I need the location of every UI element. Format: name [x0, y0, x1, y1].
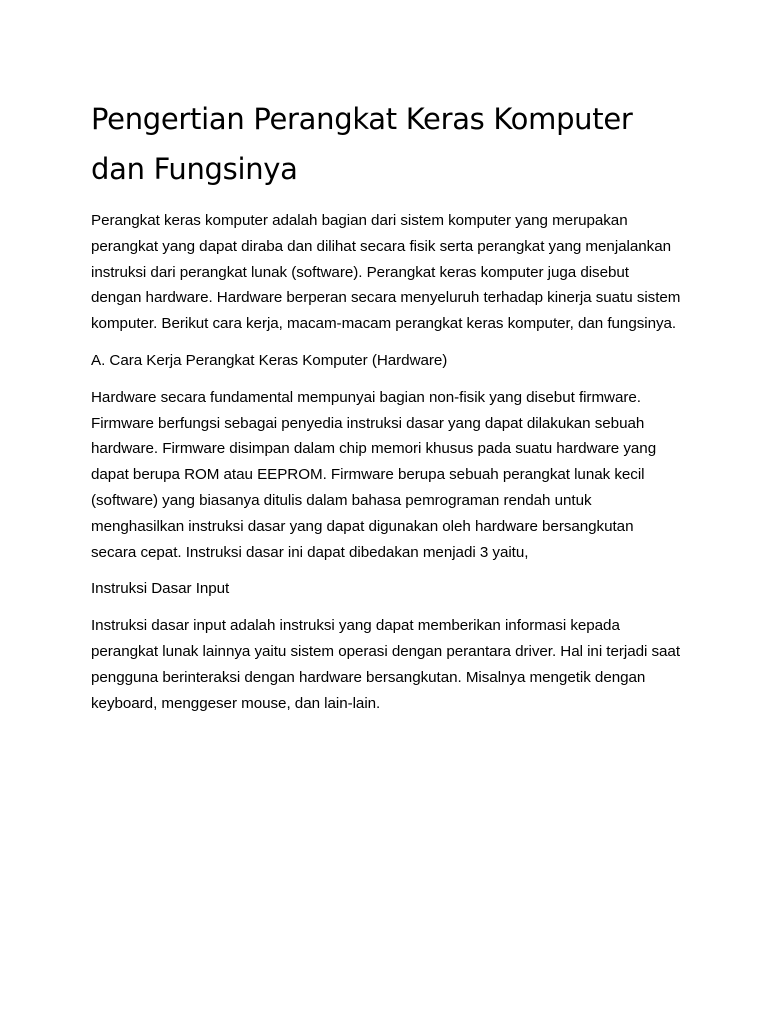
document-title: Pengertian Perangkat Keras Komputer dan Fungsinya: [91, 102, 633, 186]
document-body: [91, 94, 681, 727]
firmware-paragraph: Hardware secara fundamental mempunyai bagian non-fisik yang disebut firmware. Firmware berfungsi sebagai penyedia instruksi dasar yang dapat dilakukan sebuah hardware. Firmware disimpan dalam chip memori khusus pada suatu hardware yang dapat berupa ROM atau EEPROM. Firmware berupa sebuah perangkat lunak kecil (software) yang biasanya ditulis dalam bahasa pemrograman rendah untuk menghasilkan instruksi dasar yang dapat digunakan oleh hardware bersangkutan secara cepat. Instruksi dasar ini dapat dibedakan menjadi 3 yaitu,: [91, 388, 657, 561]
input-instruction-paragraph: Instruksi dasar input adalah instruksi yang dapat memberikan informasi kepada perangkat lunak lainnya yaitu sistem operasi dengan perantara driver. Hal ini terjadi saat pengguna berinteraksi dengan hardware bersangkutan. Misalnya mengetik dengan keyboard, menggeser mouse, dan lain-lain.: [91, 617, 680, 712]
intro-paragraph: Perangkat keras komputer adalah bagian dari sistem komputer yang merupakan perangkat yang dapat diraba dan dilihat secara fisik serta perangkat yang menjalankan instruksi dari perangkat lunak (software). Perangkat keras komputer juga disebut dengan hardware. Hardware berperan secara menyeluruh terhadap kinerja suatu sistem komputer. Berikut cara kerja, macam-macam perangkat keras komputer, dan fungsinya.: [91, 212, 681, 333]
section-heading: A. Cara Kerja Perangkat Keras Komputer (Hardware): [91, 351, 448, 369]
subsection-heading: Instruksi Dasar Input: [91, 580, 230, 598]
